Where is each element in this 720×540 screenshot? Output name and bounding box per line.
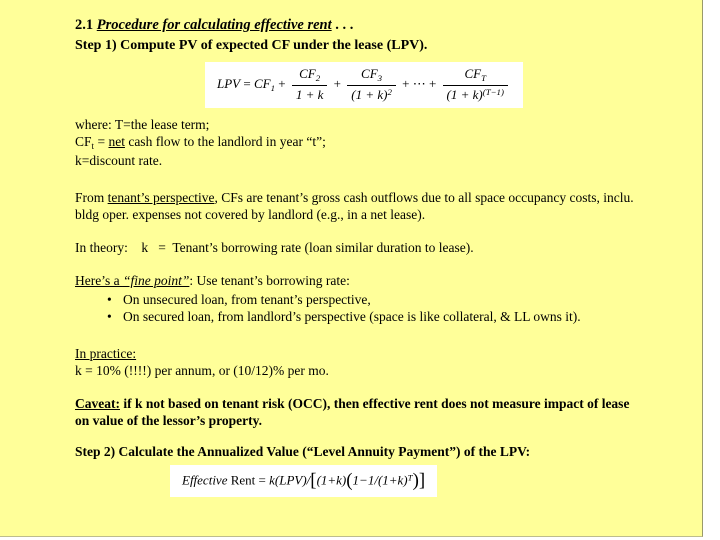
fine-point-lead bbox=[75, 273, 189, 288]
fraction bbox=[347, 66, 396, 104]
bullet-text: On unsecured loan, from tenant’s perspective, bbox=[123, 292, 371, 308]
effective-rent-formula bbox=[170, 465, 437, 497]
cf-subscript: 1 bbox=[270, 82, 276, 93]
bullet-item bbox=[107, 291, 644, 308]
coefficient: k(LPV)/ bbox=[269, 472, 311, 488]
bullet-text: On secured loan, from landlord’s perspective (space is like collateral, & LL owns it). bbox=[123, 309, 581, 325]
cf-symbol: CF bbox=[299, 65, 316, 81]
exponent: 2 bbox=[387, 87, 392, 98]
cf-symbol: CF bbox=[75, 133, 92, 149]
paragraph-rest: , CFs are tenant’s gross cash outflows due to all space occupancy costs, inclu. bldg oper. expenses not covered by landlord (e.g., in a net lease). bbox=[75, 190, 634, 223]
formula-lhs: LPV bbox=[217, 75, 241, 91]
denominator-base: (1 + k) bbox=[446, 87, 483, 103]
rent-word: Rent bbox=[227, 472, 259, 488]
cf-symbol: CF bbox=[464, 65, 482, 81]
left-bracket: [ bbox=[310, 470, 317, 492]
paragraph-prefix: From bbox=[75, 190, 108, 206]
step2-heading: Step 2) Calculate the Annualized Value (“Level Annuity Payment”) of the LPV: bbox=[75, 444, 531, 460]
cf-subscript: 2 bbox=[315, 72, 321, 83]
cf-subscript: T bbox=[481, 72, 486, 83]
bullet-item bbox=[107, 308, 644, 325]
denominator: 1 + k bbox=[295, 87, 324, 103]
equals-sign: = bbox=[258, 472, 270, 488]
base-expression: (1+k) bbox=[377, 472, 408, 488]
title-suffix: . . . bbox=[331, 17, 354, 33]
step1-heading: Step 1) Compute PV of expected CF under the lease (LPV). bbox=[75, 38, 428, 54]
exponent: T bbox=[407, 472, 413, 483]
discount-rate-line: k=discount rate. bbox=[75, 153, 163, 169]
right-paren: ) bbox=[412, 470, 419, 492]
formula2-area bbox=[170, 465, 644, 497]
bullet-list bbox=[107, 291, 644, 325]
numerator bbox=[347, 66, 396, 86]
denominator bbox=[443, 86, 508, 103]
fine-point-quoted: “fine point” bbox=[122, 273, 190, 289]
in-practice-value: k = 10% (!!!!) per annum, or (10/12)% per mo. bbox=[75, 363, 329, 379]
plus-sign: + bbox=[330, 75, 345, 91]
plus-sign: + bbox=[275, 75, 289, 91]
in-practice-label bbox=[75, 345, 641, 362]
caveat-text: if k not based on tenant risk (OCC), then effective rent does not measure impact of lease on value of the lessor’s property. bbox=[75, 396, 630, 429]
bullet-marker: • bbox=[107, 292, 112, 308]
equals-sign: = bbox=[240, 75, 254, 91]
lpv-formula bbox=[205, 62, 523, 108]
title-text: Procedure for calculating effective rent bbox=[96, 17, 332, 33]
fraction bbox=[292, 66, 328, 104]
numerator bbox=[292, 66, 328, 86]
cf-subscript: 3 bbox=[377, 72, 383, 83]
in-theory-line: In theory: k = Tenant’s borrowing rate (loan similar duration to lease). bbox=[75, 240, 474, 256]
caveat-label: Caveat: bbox=[75, 396, 120, 412]
cf-definition-line bbox=[75, 133, 641, 153]
caveat-paragraph bbox=[75, 395, 641, 429]
tenant-perspective-paragraph bbox=[75, 189, 641, 223]
exponent: (T−1) bbox=[482, 87, 504, 98]
fraction bbox=[443, 66, 508, 104]
in-practice-heading: In practice: bbox=[75, 346, 137, 362]
bullet-marker: • bbox=[107, 309, 112, 325]
net-word: net bbox=[108, 133, 125, 149]
fine-point-line bbox=[75, 272, 641, 289]
fine-point-prefix: Here’s a bbox=[75, 273, 123, 289]
slide-title bbox=[75, 16, 644, 34]
equals-sign: = bbox=[94, 133, 109, 149]
factor-one: (1+k) bbox=[316, 472, 347, 488]
ellipsis: + ⋯ + bbox=[398, 75, 440, 91]
cf-symbol: CF bbox=[253, 75, 271, 91]
formula1-area bbox=[205, 62, 644, 108]
tenant-perspective-phrase: tenant’s perspective bbox=[107, 190, 215, 206]
effective-word: Effective bbox=[182, 472, 228, 488]
left-paren: ( bbox=[346, 470, 353, 492]
where-term-line: where: T=the lease term; bbox=[75, 116, 210, 132]
inner-expression: 1−1/ bbox=[352, 472, 378, 488]
cf-definition-rest: cash flow to the landlord in year “t”; bbox=[124, 133, 326, 149]
fine-point-suffix: : Use tenant’s borrowing rate: bbox=[189, 273, 350, 289]
cf-subscript: t bbox=[91, 140, 95, 151]
term-cf1 bbox=[254, 76, 275, 91]
right-bracket: ] bbox=[418, 470, 426, 492]
denominator bbox=[347, 86, 396, 103]
cf-symbol: CF bbox=[361, 65, 378, 81]
numerator bbox=[443, 66, 508, 86]
title-number: 2.1 bbox=[75, 17, 97, 33]
denominator-base: (1 + k) bbox=[351, 87, 388, 103]
